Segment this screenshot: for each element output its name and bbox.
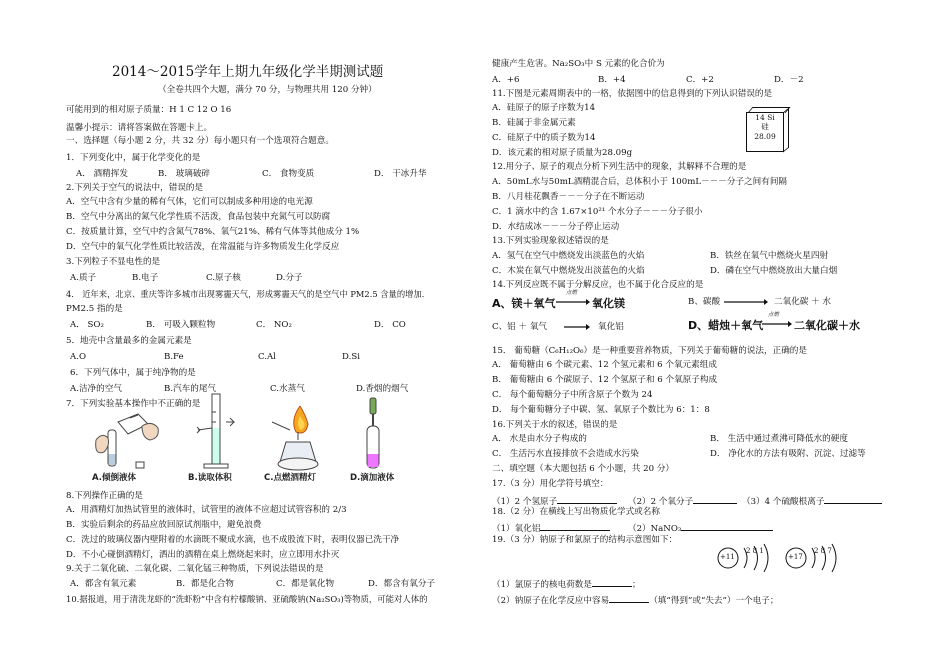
q14-arrow-a [556, 298, 590, 306]
q17-item-3 [742, 495, 882, 507]
q9-option-b: B．都是化合物 [176, 579, 234, 589]
q1-option-c: C． 食物变质 [262, 169, 315, 179]
q13-option-c: C．木炭在氧气中燃烧发出淡蓝色的火焰 [492, 266, 645, 276]
q7-illustration-d [354, 396, 394, 472]
q10-stem-cont: 健康产生危害。Na₂SO₃中 S 元素的化合价为 [492, 59, 665, 69]
q7-caption-a: A.倾倒液体 [92, 473, 136, 483]
q12-option-a: A．50mL水与50mL酒精混合后，总体积小于 100mL－－－分子之间有间隔 [492, 177, 788, 187]
q14-stem: 14.下列反应既不属于分解反应，也不属于化合反应的是 [492, 280, 704, 290]
q6-stem: 6．下列气体中，属于纯净物的是 [70, 368, 196, 378]
q16-option-d: D． 净化水的方法有吸附、沉淀、过滤等 [710, 449, 866, 459]
q16-option-b: B． 生活中通过煮沸可降低水的硬度 [710, 434, 848, 444]
q17-item-3-label: （3）4 个硫酸根离子 [742, 497, 825, 507]
silicon-mass: 28.09 [754, 131, 776, 141]
q7-illustration-b [196, 392, 246, 472]
q15-option-c: C． 每个葡萄糖分子中所含原子个数为 24 [492, 390, 653, 400]
tip-line: 温馨小提示：请将答案做在答题卡上。 [66, 123, 213, 133]
q5-option-c: C.Al [258, 352, 276, 362]
q18-answer-2[interactable] [681, 522, 773, 531]
q9-stem: 9.关于二氧化硫、二氧化碳、二氧化锰三种物质，下列说法错误的是 [66, 564, 324, 574]
q4-option-b: B． 可吸入颗粒物 [146, 320, 216, 330]
q9-option-d: D．都含有氧分子 [368, 579, 436, 589]
q14-option-a: A、镁＋氧气 [492, 297, 556, 310]
q14-product-d: 二氧化碳＋水 [794, 319, 860, 332]
section-one-heading: 一、选择题（每小题 2 分，共 32 分）每小题只有一个选项符合题意。 [66, 136, 334, 146]
q13-option-a: A．氢气在空气中燃烧发出淡蓝色的火焰 [492, 251, 645, 261]
q18-item-1-label: （1）氧化铝 [492, 524, 541, 534]
q4-stem-cont: PM2.5 指的是 [66, 304, 123, 314]
q19-part-2-end: （填“得到”或“失去”）一个电子； [649, 596, 779, 606]
q19-answer-1[interactable] [592, 578, 632, 587]
q1-option-a: A． 酒精挥发 [76, 169, 128, 179]
q1-stem: 1．下列变化中，属于化学变化的是 [66, 153, 201, 163]
q17-item-2-label: （2）2 个氧分子 [628, 497, 694, 507]
q7-caption-b: B.读取体积 [188, 473, 232, 483]
q3-option-c: C.原子核 [206, 273, 241, 283]
q14-option-d: D、蜡烛＋氧气 [688, 319, 764, 332]
q8-option-b: B．实验后剩余的药品应放回原试剂瓶中，避免浪费 [66, 520, 262, 530]
q17-item-1 [492, 495, 617, 507]
q16-option-a: A． 水是由水分子构成的 [492, 434, 587, 444]
q10-option-d: D．－2 [774, 75, 804, 85]
q2-stem: 2.下列关于空气的说法中，错误的是 [66, 183, 204, 193]
q11-option-b: B．硅属于非金属元素 [492, 118, 576, 128]
q8-option-d: D．不小心碰倒酒精灯，洒出的酒精在桌上燃烧起来时，应立即用水扑灭 [66, 550, 340, 560]
q19-part-1 [492, 578, 641, 590]
q16-option-c: C． 生活污水直接排放不会造成水污染 [492, 449, 639, 459]
q19-stem: 19.（3 分）钠原子和氯原子的结构示意图如下： [492, 535, 678, 545]
q18-item-2 [628, 522, 773, 534]
q4-stem: 4． 近年来，北京、重庆等许多城市出现雾霾天气，形成雾霾天气的是空气中 PM2.5 含量的增加． [66, 289, 431, 299]
q12-stem: 12.用分子、原子的观点分析下列生活中的现象，其解释不合理的是 [492, 162, 747, 172]
q14-option-b: B、碳酸 [688, 297, 721, 307]
q1-option-b: B． 玻璃破碎 [158, 169, 211, 179]
q14-arrow-d [762, 320, 792, 328]
q17-stem: 17.（3 分）用化学符号填空： [492, 479, 609, 489]
q15-stem: 15． 葡萄糖（C₆H₁₂O₆）是一种重要营养物质，下列关于葡萄糖的说法，正确的是 [492, 346, 807, 356]
q3-option-a: A.质子 [70, 273, 97, 283]
q10-option-a: A．+6 [492, 75, 520, 85]
q11-option-c: C．硅原子中的质子数为14 [492, 133, 596, 143]
q14-option-c: C、铝 ＋ 氧气 [492, 322, 548, 332]
q17-item-2 [628, 495, 737, 507]
q19-part-2-label: （2）钠原子在化学反应中容易 [492, 596, 610, 606]
q9-option-c: C．都是氧化物 [276, 579, 335, 589]
q15-option-d: D． 每个葡萄糖分子中碳、氢、氧原子个数比为 6：1：8 [492, 405, 710, 415]
q14-product-a: 氧化镁 [592, 297, 625, 310]
q6-option-a: A.洁净的空气 [70, 384, 122, 394]
q14-condition-a: 点燃 [566, 290, 578, 296]
q7-caption-d: D.滴加液体 [350, 473, 395, 483]
q5-stem: 5．地壳中含量最多的金属元素是 [66, 336, 192, 346]
q14-arrow-c [564, 323, 590, 331]
q5-option-d: D.Si [342, 352, 360, 362]
q13-option-b: B．铁丝在氧气中燃烧火星四射 [710, 251, 829, 261]
q19-part-2 [492, 594, 778, 606]
q17-answer-1[interactable] [557, 495, 617, 504]
q16-stem: 16.下列关于水的叙述，错误的是 [492, 420, 618, 430]
q15-option-b: B． 葡萄糖由 6 个碳原子、12 个氢原子和 6 个氧原子构成 [492, 375, 718, 385]
q9-option-a: A．都含有氧元素 [70, 579, 137, 589]
q13-option-d: D．磷在空气中燃烧放出大量白烟 [710, 266, 838, 276]
chlorine-shells: 2 8 7 [814, 547, 832, 555]
q13-stem: 13.下列实验现象叙述错误的是 [492, 236, 609, 246]
q5-option-b: B.Fe [164, 352, 184, 362]
left-column [0, 0, 470, 671]
q18-item-1 [492, 522, 610, 534]
q2-option-a: A．空气中含有少量的稀有气体，它们可以制成多种用途的电光源 [66, 197, 313, 207]
q11-option-d: D．该元素的相对原子质量为28.09g [492, 148, 633, 158]
q17-answer-2[interactable] [693, 495, 737, 504]
q14-arrow-b [724, 298, 768, 306]
q10-stem: 10.据报道，用于清洗龙虾的“洗虾粉”中含有柠檬酸钠、亚硫酸钠(Na₂SO₃)等物质，可能对人体的 [66, 594, 428, 604]
q4-option-a: A． SO₂ [70, 320, 104, 330]
q12-option-b: B．八月桂花飘香－－－分子在不断运动 [492, 192, 645, 202]
sodium-shells: 2 8 1 [746, 547, 764, 555]
q10-option-c: C．+2 [686, 75, 714, 85]
right-column [480, 0, 950, 671]
q2-option-d: D．空气中的氧气化学性质比较活泼，在常温能与许多物质发生化学反应 [66, 242, 340, 252]
q5-option-a: A.O [70, 352, 86, 362]
q3-option-d: D.分子 [276, 273, 303, 283]
q7-illustration-c [268, 402, 332, 472]
q4-option-d: D． CO [374, 320, 406, 330]
chlorine-nucleus: +17 [788, 553, 803, 561]
exam-title: 2014～2015学年上期九年级化学半期测试题 [112, 64, 384, 80]
q14-product-c: 氧化铝 [598, 322, 624, 332]
silicon-element-cell [746, 112, 784, 152]
q3-option-b: B.电子 [132, 273, 159, 283]
q2-option-b: B．空气中分离出的氮气化学性质不活泼，食品包装中充氮气可以防腐 [66, 212, 331, 222]
q6-option-c: C.水蒸气 [270, 384, 305, 394]
q14-product-b: 二氧化碳 ＋ 水 [774, 297, 832, 307]
q11-option-a: A．硅原子的原子序数为14 [492, 103, 596, 113]
sodium-nucleus: +11 [720, 553, 735, 561]
q17-answer-3[interactable] [824, 495, 882, 504]
q18-answer-1[interactable] [540, 522, 610, 531]
q12-option-c: C．1 滴水中约含 1.67×10²¹ 个水分子－－－分子很小 [492, 207, 703, 217]
q19-part-1-label: （1）氯原子的核电荷数是 [492, 580, 592, 590]
q14-condition-d: 点燃 [768, 312, 780, 318]
q1-option-d: D． 干冰升华 [374, 169, 427, 179]
q6-option-b: B.汽车的尾气 [164, 384, 217, 394]
atomic-mass-line: 可能用到的相对原子质量：H 1 C 12 O 16 [66, 105, 232, 115]
q18-item-2-label: （2）NaNO₃ [628, 524, 682, 534]
q8-option-a: A．用酒精灯加热试管里的液体时，试管里的液体不应超过试管容积的 2/3 [66, 505, 347, 515]
q7-illustration-a [86, 410, 164, 472]
exam-subtitle: （全卷共四个大题，满分 70 分，与物理共用 120 分钟） [158, 85, 377, 95]
q10-option-b: B．+4 [598, 75, 626, 85]
silicon-symbol: Si [767, 113, 775, 122]
q8-option-c: C．洗过的玻璃仪器内壁附着的水滴既不聚成水滴，也不成股流下时，表明仪器已洗干净 [66, 535, 400, 545]
q18-stem: 18.（2 分）在横线上写出物质化学式或名称 [492, 507, 660, 517]
q15-option-a: A． 葡萄糖由 6 个碳元素、12 个氢元素和 6 个氧元素组成 [492, 360, 717, 370]
q12-option-d: D．水结成冰－－－分子停止运动 [492, 222, 620, 232]
q6-option-d: D.香烟的烟气 [356, 384, 409, 394]
q17-item-1-label: （1）2 个氢原子 [492, 497, 558, 507]
q3-stem: 3.下列粒子不显电性的是 [66, 257, 161, 267]
q19-part-1-end: ； [632, 580, 641, 590]
q2-option-c: C．按质量计算，空气中约含氮气78%、氧气21%、稀有气体等其他成分 1% [66, 227, 360, 237]
q8-stem: 8.下列操作正确的是 [66, 491, 143, 501]
section-two-heading: 二、填空题（本大题包括 6 个小题，共 20 分） [492, 464, 675, 474]
silicon-name: 硅 [761, 122, 769, 132]
q19-answer-2[interactable] [609, 594, 649, 603]
q7-caption-c: C.点燃酒精灯 [264, 473, 316, 483]
silicon-number: 14 [755, 113, 765, 122]
q11-stem: 11.下图是元素周期表中的一格，依据图中的信息得到的下列认识错误的是 [492, 89, 773, 99]
q4-option-c: C． NO₂ [256, 320, 292, 330]
q7-stem: 7．下列实验基本操作中不正确的是 [66, 399, 201, 409]
